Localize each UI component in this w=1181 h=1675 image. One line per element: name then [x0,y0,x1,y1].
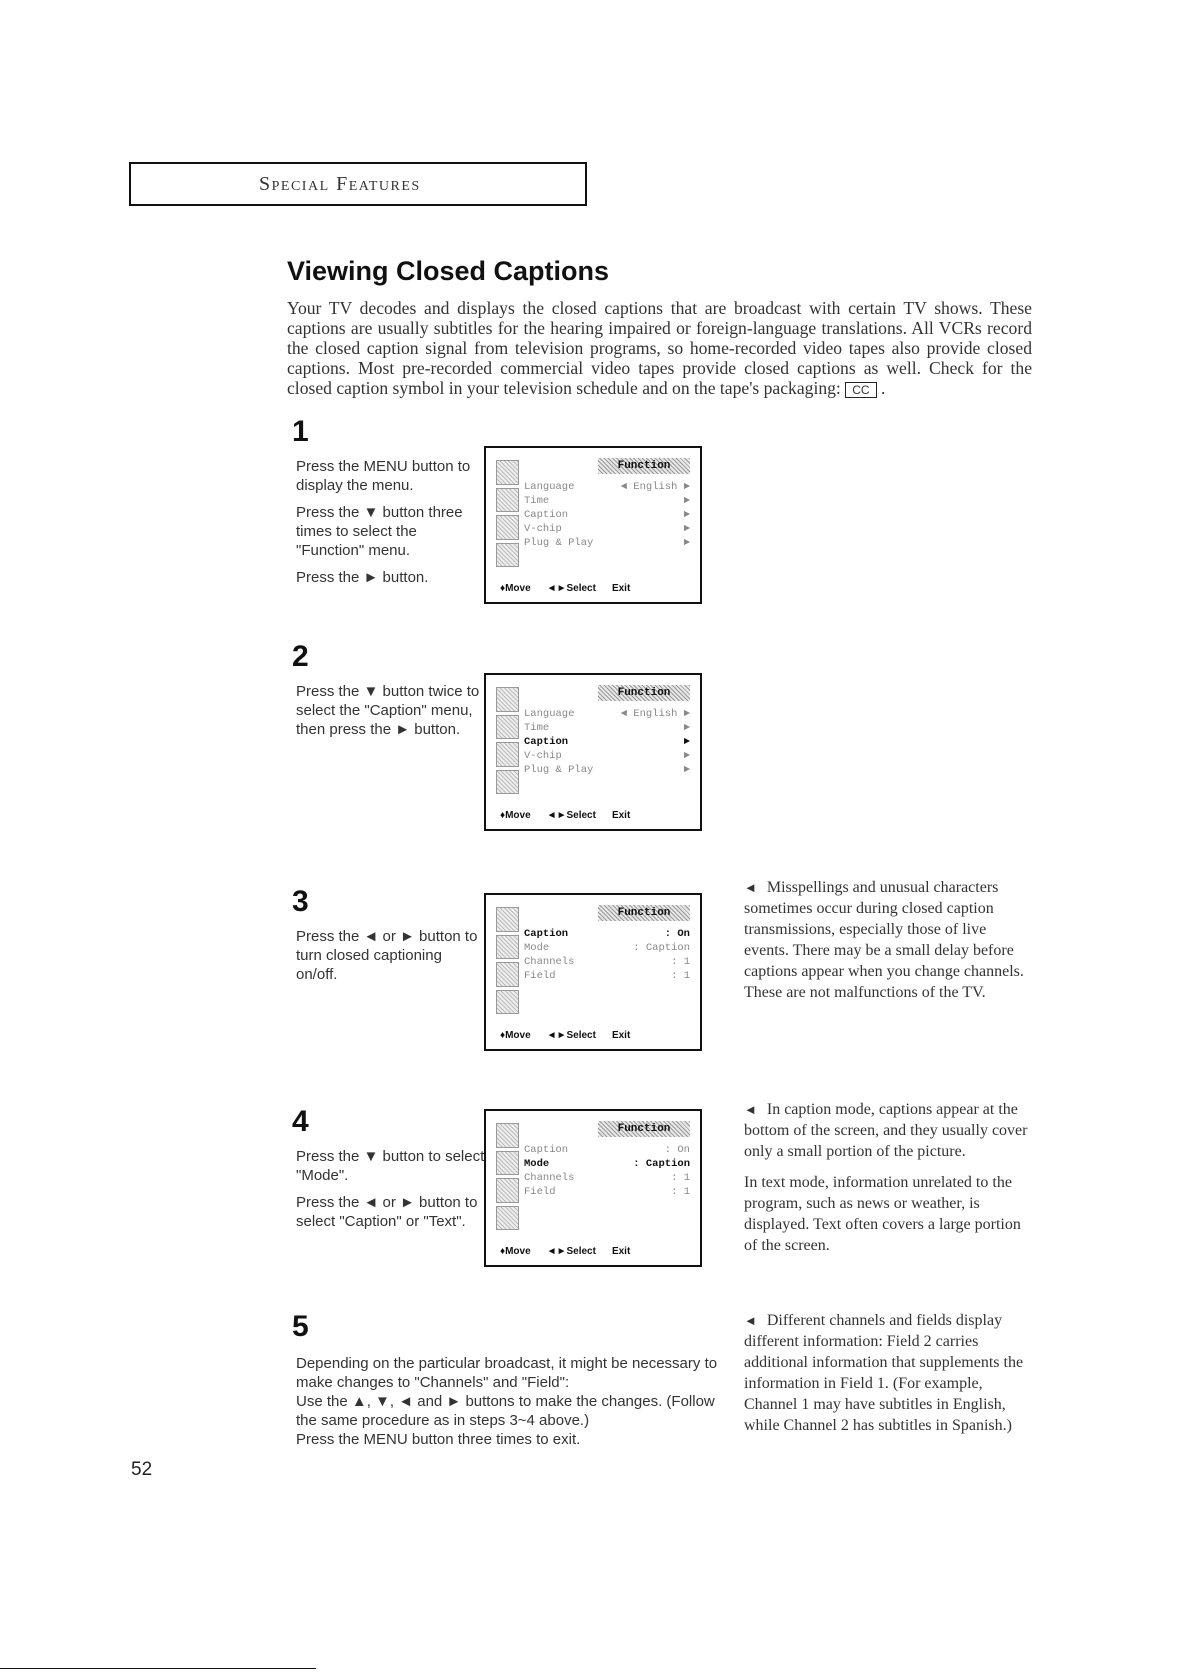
menu-category-icon [496,1206,519,1231]
tv-menu-screen [484,673,702,831]
menu-item [524,969,690,983]
menu-item [524,763,690,777]
menu-category-icon [496,742,519,767]
menu-item-label: Channels [524,956,575,968]
step-line: Press the MENU button to display the menu. [296,458,471,494]
menu-item-value: : On [664,928,690,940]
pointer-arrow-icon: ◄ [744,1313,757,1328]
menu-item-value: : 1 [671,1172,690,1184]
menu-footer-exit: Exit [611,1246,631,1257]
menu-item-label: V-chip [524,750,562,762]
menu-item [524,1185,690,1199]
menu-item-value: : 1 [671,956,690,968]
step-instructions [296,682,486,747]
note-text: Misspellings and unusual characters sometimes occur during closed caption transmissions, especially those of live events. There may be a small delay before captions appear when you change channels. These are not malfunctions of the TV. [744,879,1024,1001]
menu-items [524,1143,690,1199]
step-line: Press the MENU button three times to exit. [296,1431,581,1448]
tv-menu-screen [484,1109,702,1267]
step-number: 5 [292,1310,309,1343]
note-misspellings [744,877,1034,1013]
menu-item [524,707,690,721]
menu-category-icon [496,907,519,932]
menu-category-icon [496,770,519,795]
menu-item-label: Caption [524,1144,569,1156]
tv-menu-screen [484,446,702,604]
menu-item-value: : 1 [671,970,690,982]
menu-item [524,735,690,749]
menu-footer-exit: Exit [611,1030,631,1041]
menu-footer [500,810,690,821]
menu-title: Function [598,1121,690,1137]
step-4 [290,1105,718,1285]
menu-item [524,494,690,508]
menu-item-label: Plug & Play [524,764,594,776]
menu-item-value: : Caption [633,942,690,954]
menu-footer-exit: Exit [611,810,631,821]
menu-item [524,536,690,550]
menu-item-label: Field [524,970,556,982]
menu-category-icon [496,935,519,960]
menu-item [524,1171,690,1185]
menu-item [524,480,690,494]
menu-item-value: ◄ English ► [620,481,690,493]
menu-footer [500,1030,690,1041]
menu-item-value: ◄ English ► [620,708,690,720]
menu-footer-select: ◄►Select [546,583,596,594]
intro-paragraph: Your TV decodes and displays the closed captions that are broadcast with certain TV shows. These captions are usually subtitles for the hearing impaired or foreign-language translations. All VCRs record the closed caption signal from television programs, so home-recorded video tapes also provide closed captions. Most pre-recorded commercial video tapes provide closed captions as well. Check for the closed caption symbol in your television schedule and on the tape's packaging: CC . [287,298,1032,398]
menu-item [524,955,690,969]
menu-item-label: Mode [524,942,550,954]
menu-item-value: ► [683,722,690,734]
bottom-divider [0,1668,316,1669]
menu-category-icon [496,1123,519,1148]
section-header [129,162,587,206]
menu-item-value: : 1 [671,1186,690,1198]
step-number: 3 [292,885,309,918]
menu-item-label: Plug & Play [524,537,594,549]
step-line: Press the ▼ button three times to select the "Function" menu. [296,504,463,559]
menu-item [524,508,690,522]
step-2 [290,640,718,820]
step-line: Press the ◄ or ► button to select "Caption" or "Text". [296,1194,478,1230]
menu-item-value: ► [683,736,690,748]
menu-item-value: ► [683,764,690,776]
menu-item-value: ► [683,495,690,507]
menu-items [524,480,690,550]
menu-item-label: Mode [524,1158,550,1170]
menu-footer-move: ♦Move [500,810,531,821]
step-5 [290,1310,718,1450]
menu-item [524,927,690,941]
menu-item-label: Caption [524,736,569,748]
step-number: 1 [292,415,309,448]
menu-item [524,941,690,955]
step-instructions [296,457,486,595]
cc-symbol: CC [845,382,876,398]
menu-item-label: Time [524,722,550,734]
note-text: In caption mode, captions appear at the bottom of the screen, and they usually cover only a small portion of the picture. [744,1101,1028,1160]
page-title: Viewing Closed Captions [287,256,610,286]
menu-item-value: : Caption [633,1158,690,1170]
menu-category-icon [496,1178,519,1203]
menu-category-icons [496,687,519,797]
menu-item-label: Caption [524,509,569,521]
menu-title: Function [598,905,690,921]
menu-category-icon [496,687,519,712]
menu-footer-select: ◄►Select [546,1030,596,1041]
menu-item-label: Channels [524,1172,575,1184]
menu-item-value: ► [683,523,690,535]
menu-item-label: Field [524,1186,556,1198]
menu-category-icon [496,543,519,568]
menu-item-label: Language [524,708,575,720]
step-line: Press the ► button. [296,569,429,586]
pointer-arrow-icon: ◄ [744,1102,757,1117]
page-number: 52 [131,1459,153,1480]
menu-item-value: ► [683,509,690,521]
tv-menu-screen [484,893,702,1051]
intro-text: Your TV decodes and displays the closed captions that are broadcast with certain TV shows. These captions are usually subtitles for the hearing impaired or foreign-language translations. All VCRs record the closed caption signal from television programs, so home-recorded video tapes also provide closed captions. Most pre-recorded commercial video tapes provide closed captions as well. Check for the closed caption symbol in your television schedule and on the tape's packaging: [287,298,1032,398]
menu-category-icon [496,460,519,485]
menu-item [524,749,690,763]
step-line: Press the ◄ or ► button to turn closed captioning on/off. [296,928,478,983]
menu-items [524,707,690,777]
menu-category-icon [496,1151,519,1176]
step-instructions [296,927,486,992]
menu-item-value: : On [664,1144,690,1156]
step-line: Use the ▲, ▼, ◄ and ► buttons to make the changes. (Follow the same procedure as in steps 3~4 above.) [296,1393,715,1429]
menu-category-icon [496,715,519,740]
step-instructions [296,1147,486,1239]
step-1 [290,415,718,595]
step-line: Press the ▼ button to select "Mode". [296,1148,485,1184]
menu-category-icons [496,907,519,1017]
note-text: Different channels and fields display different information: Field 2 carries additional information that supplements the information in Field 1. (For example, Channel 1 may have subtitles in English, while Channel 2 has subtitles in Spanish.) [744,1312,1024,1434]
menu-footer-exit: Exit [611,583,631,594]
menu-item-label: V-chip [524,523,562,535]
menu-item [524,1143,690,1157]
step-instructions [296,1354,736,1449]
step-3 [290,885,718,1065]
menu-item-label: Language [524,481,575,493]
step-number: 2 [292,640,309,673]
note-channels-fields [744,1310,1034,1446]
section-title: Special Features [259,173,421,195]
menu-title: Function [598,458,690,474]
menu-footer-move: ♦Move [500,1030,531,1041]
menu-title: Function [598,685,690,701]
menu-item-value: ► [683,750,690,762]
menu-footer-move: ♦Move [500,583,531,594]
menu-category-icons [496,1123,519,1233]
menu-item-value: ► [683,537,690,549]
step-line: Press the ▼ button twice to select the "Caption" menu, then press the ► button. [296,683,480,738]
menu-category-icon [496,990,519,1015]
menu-item-label: Caption [524,928,569,940]
menu-item [524,721,690,735]
menu-footer-select: ◄►Select [546,810,596,821]
menu-category-icon [496,962,519,987]
note-caption-mode [744,1099,1034,1266]
menu-footer [500,583,690,594]
note-text: In text mode, information unrelated to the program, such as news or weather, is displayed. Text often covers a large portion of the screen. [744,1174,1021,1254]
menu-footer-select: ◄►Select [546,1246,596,1257]
menu-category-icons [496,460,519,570]
pointer-arrow-icon: ◄ [744,880,757,895]
menu-footer [500,1246,690,1257]
menu-category-icon [496,488,519,513]
menu-items [524,927,690,983]
step-number: 4 [292,1105,309,1138]
menu-footer-move: ♦Move [500,1246,531,1257]
menu-item [524,522,690,536]
step-line: Depending on the particular broadcast, it might be necessary to make changes to "Channels" and "Field": [296,1355,718,1391]
menu-category-icon [496,515,519,540]
menu-item-label: Time [524,495,550,507]
menu-item [524,1157,690,1171]
